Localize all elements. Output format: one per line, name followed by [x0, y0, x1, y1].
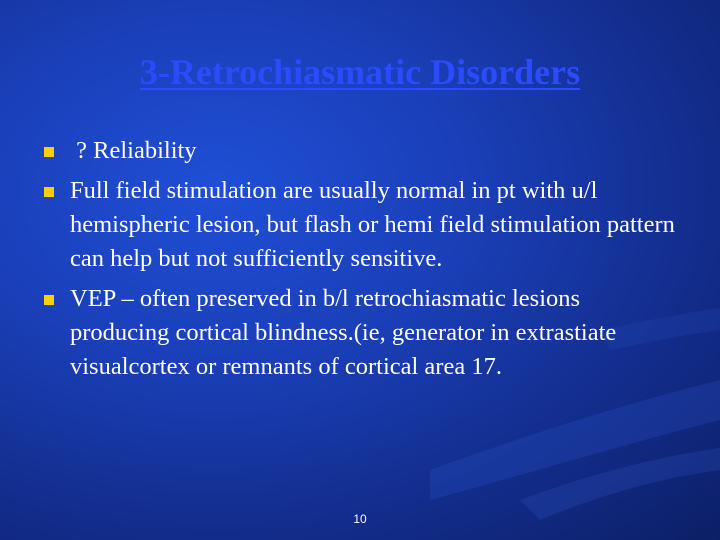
bullet-text: VEP – often preserved in b/l retrochiasmatic lesions producing cortical blindness.(ie, generator in extrastiate visualcortex or remnants of cortical area 17. [70, 285, 617, 380]
slide-title: 3-Retrochiasmatic Disorders [139, 52, 581, 92]
slide-number: 10 [353, 512, 367, 526]
square-bullet-icon [44, 187, 54, 197]
square-bullet-icon [44, 147, 54, 157]
bullet-item [44, 134, 684, 168]
square-bullet-icon [44, 295, 54, 305]
bullet-text: ? Reliability [70, 137, 197, 164]
bullet-text: Full field stimulation are usually normal in pt with u/l hemispheric lesion, but flash or hemi field stimulation pattern can help but not sufficiently sensitive. [70, 177, 675, 272]
bullet-item [44, 282, 684, 384]
bullet-item [44, 174, 684, 276]
bullet-list [44, 134, 684, 390]
